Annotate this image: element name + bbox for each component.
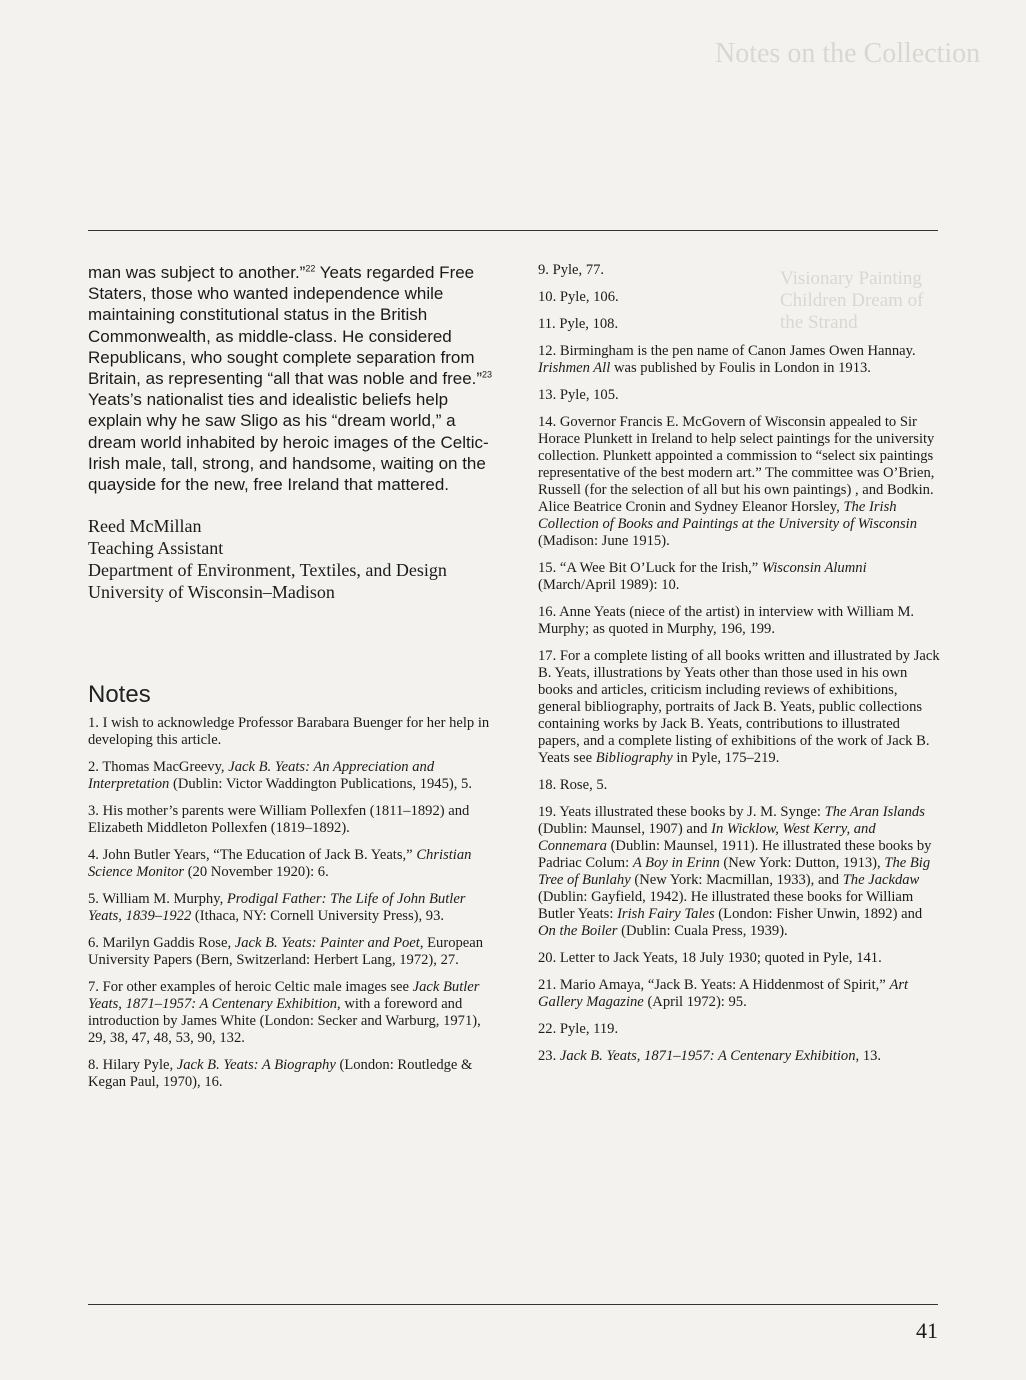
body-paragraph: man was subject to another.”$^{22}$ Yeats regarded Free Staters, those who wanted independence while maintaining constitutional status in the British Commonwealth, as middle-class. He considered Republicans, who sought complete separation from Britain, as representing “all that was noble and free.”$^{23}$ Yeats’s nationalist ties and idealistic beliefs help explain why he saw Sligo as his “dream world,” a dream world inhabited by heroic images of the Celtic-Irish male, tall, strong, and handsome, waiting on the quayside for the new, free Ireland that mattered. — [88, 263, 493, 495]
note-19: 19. Yeats illustrated these books by J. M. Synge: The Aran Islands (Dublin: Maunsel, 1907) and In Wicklow, West Kerry, and Connemara (Dublin: Maunsel, 1911). He illustrated these books by Padriac Colum: A Boy in Erinn (New York: Dutton, 1913), The Big Tree of Bunlahy (New York: Macmillan, 1933), and The Jackdaw (Dublin: Gayfield, 1942). He illustrated these books for William Butler Yeats: Irish Fairy Tales (London: Fisher Unwin, 1892) and On the Boiler (Dublin: Cuala Press, 1939). — [538, 804, 932, 939]
note-16: 16. Anne Yeats (niece of the artist) in interview with William M. Murphy; as quoted in Murphy, 196, 199. — [538, 604, 915, 637]
right-column — [538, 262, 943, 1075]
footnote-ref-22: 22 — [305, 263, 316, 274]
bottom-rule — [88, 1304, 938, 1305]
note-9: 9. Pyle, 77. — [538, 262, 605, 278]
note-14: 14. Governor Francis E. McGovern of Wisconsin appealed to Sir Horace Plunkett in Ireland to help select paintings for the university collection. Plunkett appointed a commission to “select six paintings representative of the best modern art.” The committee was O’Brien, Russell (for the selection of all but his own paintings) , and Bodkin. Alice Beatrice Cronin and Sydney Eleanor Horsley, The Irish Collection of Books and Paintings at the University of Wisconsin (Madison: June 1915). — [538, 414, 935, 549]
note-10: 10. Pyle, 106. — [538, 289, 619, 305]
bleed-through-title: Notes on the Collection — [715, 38, 981, 69]
page-number: 41 — [916, 1318, 938, 1343]
note-6: 6. Marilyn Gaddis Rose, Jack B. Yeats: Painter and Poet, European University Papers (Bern, Switzerland: Herbert Lang, 1972), 27. — [88, 935, 484, 969]
note-15: 15. “A Wee Bit O’Luck for the Irish,” Wisconsin Alumni (March/April 1989): 10. — [538, 560, 867, 593]
author-department: Department of Environment, Textiles, and Design — [88, 560, 447, 581]
note-18: 18. Rose, 5. — [538, 777, 608, 793]
author-title: Teaching Assistant — [88, 538, 224, 559]
note-12: 12. Birmingham is the pen name of Canon James Owen Hannay. Irishmen All was published by Foulis in London in 1913. — [538, 343, 916, 376]
author-signature — [88, 515, 498, 603]
note-3: 3. His mother’s parents were William Pollexfen (1811–1892) and Elizabeth Middleton Pollexfen (1819–1892). — [88, 803, 470, 837]
footnote-ref-23: 23 — [482, 369, 493, 380]
note-2: 2. Thomas MacGreevy, Jack B. Yeats: An Appreciation and Interpretation (Dublin: Victor Waddington Publications, 1945), 5. — [88, 759, 472, 793]
notes-heading: Notes — [88, 681, 151, 709]
note-5: 5. William M. Murphy, Prodigal Father: The Life of John Butler Yeats, 1839–1922 (Ithaca, NY: Cornell University Press), 93. — [88, 891, 466, 925]
note-1: 1. I wish to acknowledge Professor Barabara Buenger for her help in developing this article. — [88, 715, 490, 749]
note-13: 13. Pyle, 105. — [538, 387, 619, 403]
author-name: Reed McMillan — [88, 516, 202, 537]
note-22: 22. Pyle, 119. — [538, 1021, 619, 1037]
note-11: 11. Pyle, 108. — [538, 316, 619, 332]
note-8: 8. Hilary Pyle, Jack B. Yeats: A Biography (London: Routledge & Kegan Paul, 1970), 16. — [88, 1057, 473, 1091]
note-23: 23. Jack B. Yeats, 1871–1957: A Centenary Exhibition, 13. — [538, 1048, 882, 1064]
note-21: 21. Mario Amaya, “Jack B. Yeats: A Hiddenmost of Spirit,” Art Gallery Magazine (April 1972): 95. — [538, 977, 909, 1010]
author-university: University of Wisconsin–Madison — [88, 582, 335, 603]
note-20: 20. Letter to Jack Yeats, 18 July 1930; quoted in Pyle, 141. — [538, 950, 882, 966]
bleed-through-subtitle: Visionary Painting Children Dream of the Strand — [780, 268, 924, 333]
note-7: 7. For other examples of heroic Celtic male images see Jack Butler Yeats, 1871–1957: A Centenary Exhibition, with a foreword and introduction by James White (London: Secker and Warburg, 1971), 29, 38, 47, 48, 53, 90, 132. — [88, 979, 481, 1047]
note-17: 17. For a complete listing of all books written and illustrated by Jack B. Yeats, illustrations by Yeats other than those used in his own books and articles, criticism including reviews of exhibitions, general bibliography, portraits of Jack B. Yeats, public collections containing works by Jack B. Yeats, contributions to illustrated papers, and a complete listing of exhibitions of the work of Jack B. Yeats see Bibliography in Pyle, 175–219. — [538, 648, 940, 766]
note-4: 4. John Butler Years, “The Education of Jack B. Yeats,” Christian Science Monitor (20 November 1920): 6. — [88, 847, 472, 881]
top-rule — [88, 230, 938, 231]
left-column — [88, 262, 498, 1101]
